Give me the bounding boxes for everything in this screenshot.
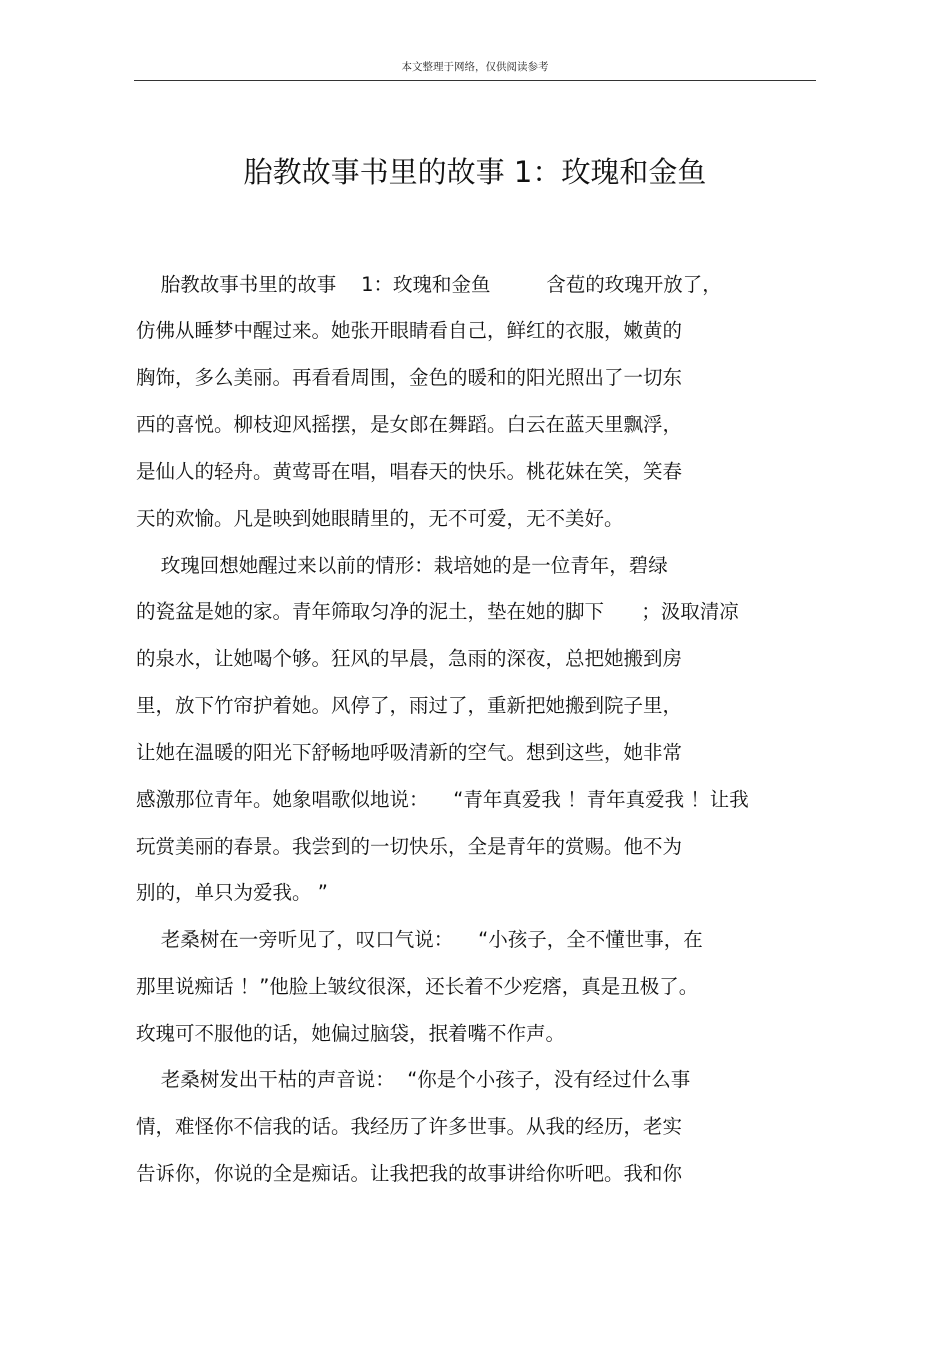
body-line: 的瓷盆是她的家。青年筛取匀净的泥土，垫在她的脚下 ；汲取清凉 xyxy=(136,600,739,623)
body-line: 是仙人的轻舟。黄莺哥在唱，唱春天的快乐。桃花妹在笑，笑春 xyxy=(136,460,683,483)
body-line: 别的，单只为爱我。 ” xyxy=(136,881,328,904)
body-line: 告诉你，你说的全是痴话。让我把我的故事讲给你听吧。我和你 xyxy=(136,1162,683,1185)
body-line: 玫瑰回想她醒过来以前的情形：栽培她的是一位青年，碧绿 xyxy=(136,554,668,577)
body-line: 胎教故事书里的故事 1：玫瑰和金鱼 含苞的玫瑰开放了， xyxy=(136,273,722,296)
body-line: 那里说痴话 ！”他脸上皱纹很深，还长着不少疙瘩，真是丑极了。 xyxy=(136,975,699,998)
body-line: 的泉水，让她喝个够。狂风的早晨，急雨的深夜，总把她搬到房 xyxy=(136,647,683,670)
body-line: 玫瑰可不服他的话，她偏过脑袋，抿着嘴不作声。 xyxy=(136,1022,566,1045)
body-line: 感激那位青年。她象唱歌似地说： “青年真爱我 ！青年真爱我 ！让我 xyxy=(136,788,749,811)
body-line: 老桑树在一旁听见了，叹口气说： “小孩子，全不懂世事，在 xyxy=(136,928,703,951)
body-line: 仿佛从睡梦中醒过来。她张开眼睛看自己，鲜红的衣服，嫩黄的 xyxy=(136,319,683,342)
document-title: 胎教故事书里的故事 1：玫瑰和金鱼 xyxy=(243,155,707,189)
body-line: 玩赏美丽的春景。我尝到的一切快乐，全是青年的赏赐。他不为 xyxy=(136,835,683,858)
body-line: 让她在温暖的阳光下舒畅地呼吸清新的空气。想到这些，她非常 xyxy=(136,741,683,764)
body-line: 情，难怪你不信我的话。我经历了许多世事。从我的经历，老实 xyxy=(136,1115,683,1138)
body-line: 里，放下竹帘护着她。风停了，雨过了，重新把她搬到院子里， xyxy=(136,694,683,717)
body-line: 西的喜悦。柳枝迎风摇摆，是女郎在舞蹈。白云在蓝天里飘浮， xyxy=(136,413,683,436)
header-note: 本文整理于网络，仅供阅读参考 xyxy=(401,61,549,73)
body-line: 天的欢愉。凡是映到她眼睛里的，无不可爱，无不美好。 xyxy=(136,507,624,530)
body-line: 老桑树发出干枯的声音说： “你是个小孩子，没有经过什么事 xyxy=(136,1068,691,1091)
page-header xyxy=(134,55,816,81)
body-line: 胸饰，多么美丽。再看看周围，金色的暖和的阳光照出了一切东 xyxy=(136,366,683,389)
